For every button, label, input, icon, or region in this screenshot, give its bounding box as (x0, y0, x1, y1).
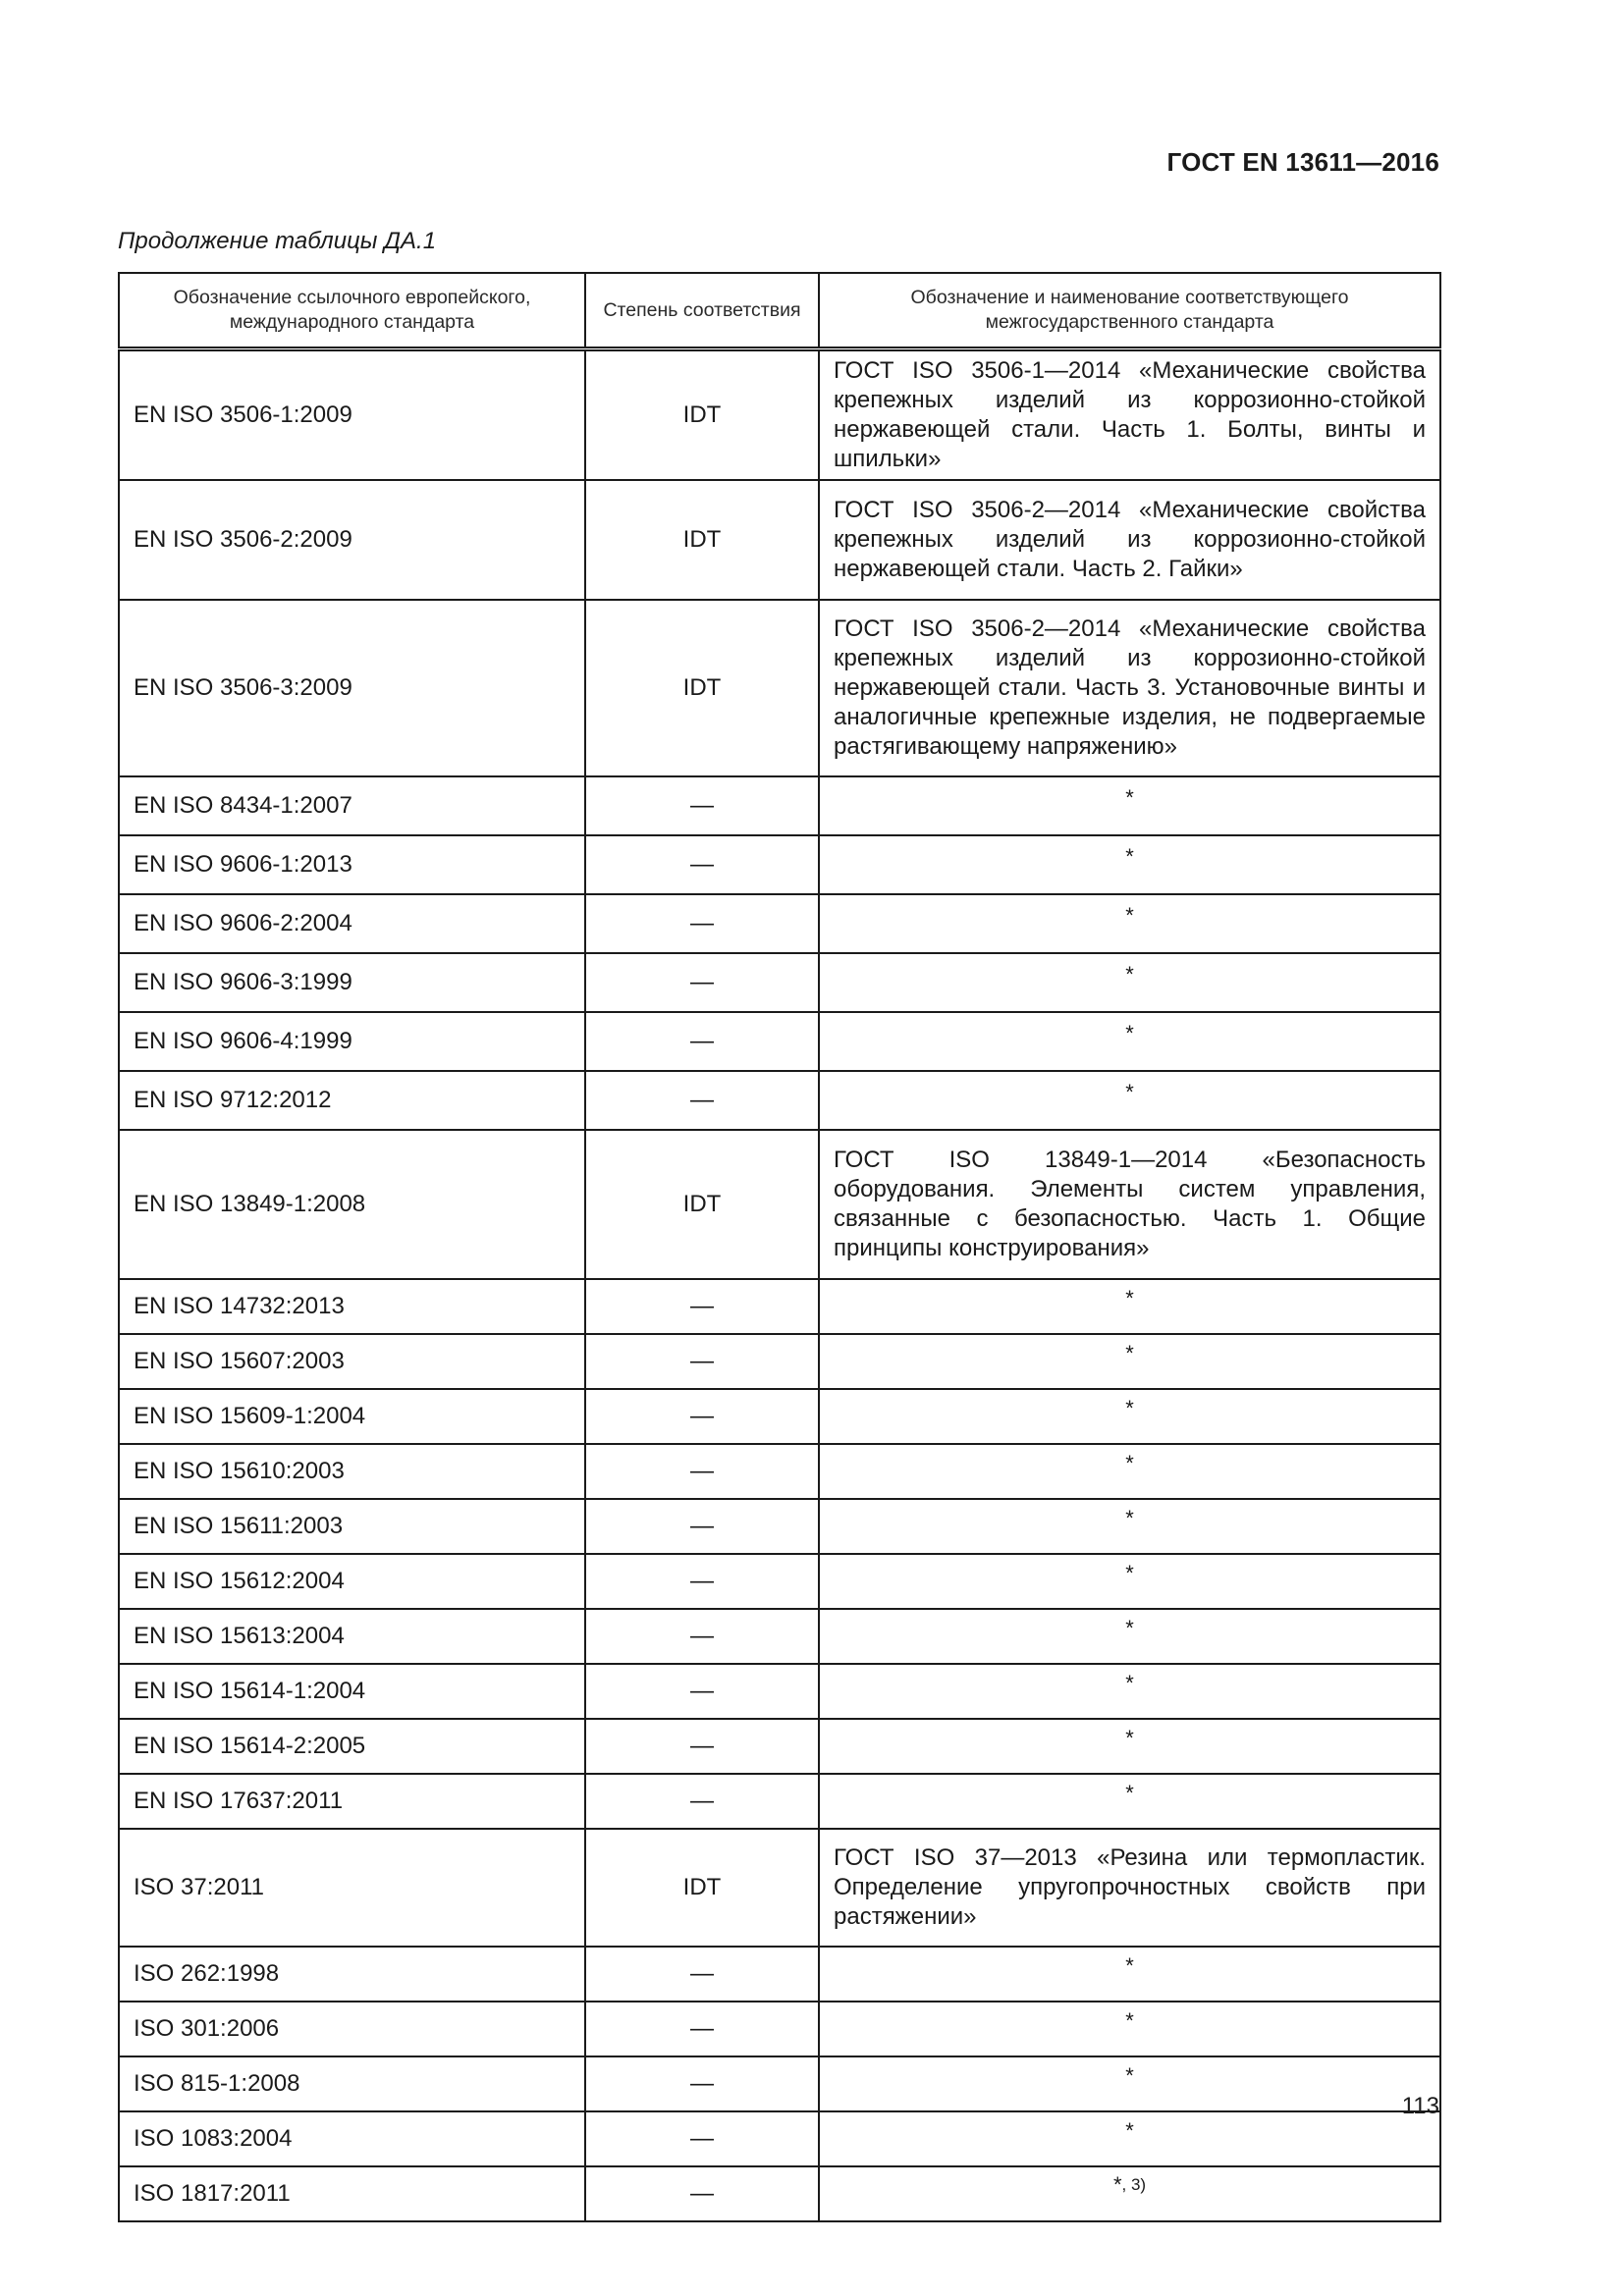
cell-compliance-degree: — (585, 1012, 819, 1071)
cell-reference-designation: EN ISO 9606-4:1999 (119, 1012, 585, 1071)
cell-reference-designation: EN ISO 3506-1:2009 (119, 349, 585, 481)
cell-reference-designation: ISO 1817:2011 (119, 2166, 585, 2221)
asterisk-mark: * (1125, 1726, 1134, 1750)
cell-compliance-degree: — (585, 894, 819, 953)
cell-reference-designation: ISO 1083:2004 (119, 2111, 585, 2166)
cell-compliance-degree: — (585, 2166, 819, 2221)
asterisk-mark: * (1125, 2118, 1134, 2143)
cell-reference-designation: EN ISO 9712:2012 (119, 1071, 585, 1130)
cell-gost-absent (819, 2111, 1440, 2166)
table-row (119, 1774, 1440, 1829)
cell-gost-absent (819, 1012, 1440, 1071)
cell-compliance-degree: IDT (585, 349, 819, 481)
asterisk-mark: * (1125, 1781, 1134, 1805)
asterisk-mark: * (1125, 2063, 1134, 2088)
cell-compliance-degree: — (585, 776, 819, 835)
cell-gost-absent (819, 1609, 1440, 1664)
cell-compliance-degree: — (585, 1609, 819, 1664)
cell-reference-designation: EN ISO 14732:2013 (119, 1279, 585, 1334)
cell-gost-absent (819, 953, 1440, 1012)
cell-compliance-degree: IDT (585, 600, 819, 776)
table-row (119, 2002, 1440, 2056)
cell-compliance-degree: — (585, 2111, 819, 2166)
cell-compliance-degree: — (585, 2002, 819, 2056)
table-row (119, 1334, 1440, 1389)
table-row (119, 1012, 1440, 1071)
table-row (119, 1444, 1440, 1499)
table-row (119, 1609, 1440, 1664)
asterisk-mark: * (1125, 785, 1134, 810)
cell-gost-standard: ГОСТ ISO 3506-2—2014 «Механические свойства крепежных изделий из коррозионно-стойкой нержавеющей стали. Часть 2. Гайки» (819, 480, 1440, 600)
table-row (119, 600, 1440, 776)
cell-gost-absent (819, 1774, 1440, 1829)
cell-gost-absent (819, 1444, 1440, 1499)
page-number: 113 (1401, 2093, 1439, 2119)
cell-compliance-degree: — (585, 1554, 819, 1609)
cell-compliance-degree: — (585, 1719, 819, 1774)
asterisk-mark: * (1125, 1341, 1134, 1365)
cell-reference-designation: EN ISO 15613:2004 (119, 1609, 585, 1664)
cell-gost-absent (819, 1719, 1440, 1774)
asterisk-mark: * (1112, 2172, 1122, 2197)
cell-reference-designation: EN ISO 15609-1:2004 (119, 1389, 585, 1444)
footnote-reference: , 3) (1121, 2175, 1147, 2194)
cell-reference-designation: ISO 37:2011 (119, 1829, 585, 1947)
table-row (119, 349, 1440, 481)
table-row (119, 1664, 1440, 1719)
asterisk-mark: * (1125, 1286, 1134, 1310)
cell-compliance-degree: — (585, 1499, 819, 1554)
table-row (119, 776, 1440, 835)
cell-gost-absent (819, 1389, 1440, 1444)
column-header-gost: Обозначение и наименование соответствующего межгосударственного стандарта (819, 273, 1440, 349)
asterisk-mark: * (1125, 1953, 1134, 1978)
table-row (119, 1829, 1440, 1947)
cell-compliance-degree: — (585, 1334, 819, 1389)
cell-gost-absent (819, 2002, 1440, 2056)
table-row (119, 2111, 1440, 2166)
column-header-degree: Степень соответствия (585, 273, 819, 349)
cell-compliance-degree: — (585, 1947, 819, 2002)
asterisk-mark: * (1125, 1506, 1134, 1530)
asterisk-mark: * (1125, 1616, 1134, 1640)
cell-gost-standard: ГОСТ ISO 37—2013 «Резина или термопластик. Определение упругопрочностных свойств при растяжении» (819, 1829, 1440, 1947)
cell-gost-absent (819, 2056, 1440, 2111)
cell-reference-designation: EN ISO 9606-1:2013 (119, 835, 585, 894)
cell-gost-absent (819, 894, 1440, 953)
document-header: ГОСТ EN 13611—2016 (1166, 147, 1439, 177)
cell-compliance-degree: — (585, 1664, 819, 1719)
cell-compliance-degree: — (585, 1279, 819, 1334)
cell-gost-standard: ГОСТ ISO 3506-2—2014 «Механические свойства крепежных изделий из коррозионно-стойкой нержавеющей стали. Часть 3. Установочные винты и аналогичные крепежные изделия, не подвергаемые растягивающему напряжению» (819, 600, 1440, 776)
cell-reference-designation: EN ISO 13849-1:2008 (119, 1130, 585, 1279)
cell-gost-absent (819, 1947, 1440, 2002)
cell-compliance-degree: IDT (585, 1130, 819, 1279)
asterisk-mark: * (1125, 903, 1134, 928)
cell-reference-designation: EN ISO 8434-1:2007 (119, 776, 585, 835)
cell-compliance-degree: — (585, 953, 819, 1012)
asterisk-mark: * (1125, 2008, 1134, 2033)
table-body (119, 349, 1440, 2222)
cell-reference-designation: ISO 815-1:2008 (119, 2056, 585, 2111)
cell-reference-designation: EN ISO 15614-2:2005 (119, 1719, 585, 1774)
cell-reference-designation: EN ISO 17637:2011 (119, 1774, 585, 1829)
cell-reference-designation: ISO 301:2006 (119, 2002, 585, 2056)
cell-reference-designation: EN ISO 15612:2004 (119, 1554, 585, 1609)
table-row (119, 1947, 1440, 2002)
cell-gost-absent (819, 1334, 1440, 1389)
table-row (119, 1279, 1440, 1334)
table-row (119, 2166, 1440, 2221)
column-header-designation: Обозначение ссылочного европейского, международного стандарта (119, 273, 585, 349)
cell-gost-absent (819, 2166, 1440, 2221)
cell-reference-designation: EN ISO 9606-2:2004 (119, 894, 585, 953)
asterisk-mark: * (1125, 1671, 1134, 1695)
table-caption: Продолжение таблицы ДА.1 (118, 228, 437, 254)
table-row (119, 1071, 1440, 1130)
cell-reference-designation: EN ISO 15607:2003 (119, 1334, 585, 1389)
cell-compliance-degree: IDT (585, 480, 819, 600)
table-row (119, 835, 1440, 894)
table-row (119, 1499, 1440, 1554)
table-row (119, 1554, 1440, 1609)
table-row (119, 953, 1440, 1012)
cell-reference-designation: EN ISO 9606-3:1999 (119, 953, 585, 1012)
cell-compliance-degree: — (585, 1071, 819, 1130)
cell-gost-absent (819, 835, 1440, 894)
cell-compliance-degree: IDT (585, 1829, 819, 1947)
asterisk-mark: * (1125, 1080, 1134, 1104)
cell-gost-absent (819, 1279, 1440, 1334)
asterisk-mark: * (1125, 1451, 1134, 1475)
reference-table (118, 272, 1441, 2222)
cell-gost-absent (819, 1071, 1440, 1130)
table-row (119, 1130, 1440, 1279)
table-row (119, 1389, 1440, 1444)
asterisk-mark: * (1125, 1396, 1134, 1420)
cell-compliance-degree: — (585, 2056, 819, 2111)
cell-gost-absent (819, 1554, 1440, 1609)
cell-gost-absent (819, 776, 1440, 835)
table-header-row (119, 273, 1440, 349)
cell-gost-standard: ГОСТ ISO 3506-1—2014 «Механические свойства крепежных изделий из коррозионно-стойкой нержавеющей стали. Часть 1. Болты, винты и шпильки» (819, 349, 1440, 481)
cell-gost-absent (819, 1664, 1440, 1719)
cell-compliance-degree: — (585, 1774, 819, 1829)
cell-gost-standard: ГОСТ ISO 13849-1—2014 «Безопасность оборудования. Элементы систем управления, связанные с безопасностью. Часть 1. Общие принципы конструирования» (819, 1130, 1440, 1279)
cell-reference-designation: EN ISO 3506-3:2009 (119, 600, 585, 776)
asterisk-mark: * (1125, 844, 1134, 869)
cell-reference-designation: EN ISO 3506-2:2009 (119, 480, 585, 600)
asterisk-mark: * (1125, 962, 1134, 987)
cell-compliance-degree: — (585, 1389, 819, 1444)
table-row (119, 480, 1440, 600)
asterisk-mark: * (1125, 1021, 1134, 1045)
table-row (119, 1719, 1440, 1774)
table-row (119, 2056, 1440, 2111)
cell-reference-designation: EN ISO 15611:2003 (119, 1499, 585, 1554)
asterisk-mark: * (1125, 1561, 1134, 1585)
reference-table-container (118, 272, 1439, 2222)
cell-reference-designation: ISO 262:1998 (119, 1947, 585, 2002)
cell-gost-absent (819, 1499, 1440, 1554)
cell-compliance-degree: — (585, 1444, 819, 1499)
cell-reference-designation: EN ISO 15610:2003 (119, 1444, 585, 1499)
cell-compliance-degree: — (585, 835, 819, 894)
cell-reference-designation: EN ISO 15614-1:2004 (119, 1664, 585, 1719)
table-row (119, 894, 1440, 953)
